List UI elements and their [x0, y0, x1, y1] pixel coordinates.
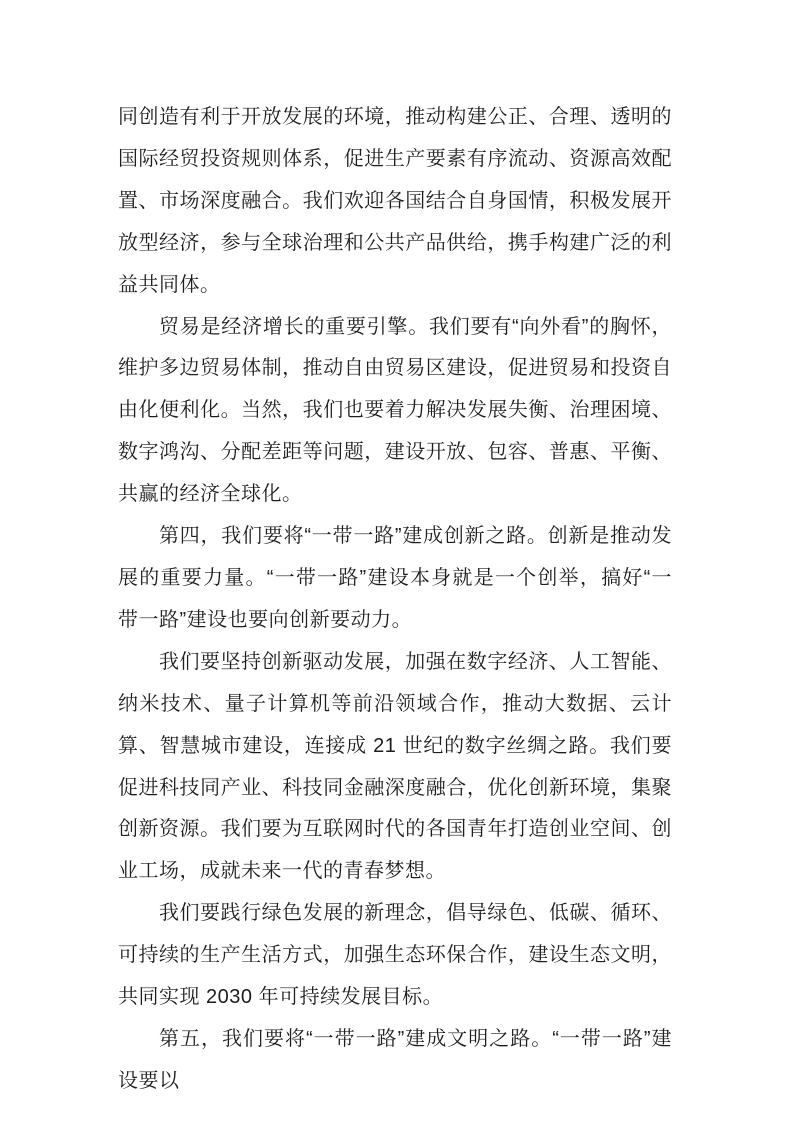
document-body: [118, 97, 672, 1103]
paragraph: 第五，我们要将“一带一路”建成文明之路。“一带一路”建设要以: [118, 1027, 672, 1092]
paragraph: 我们要坚持创新驱动发展，加强在数字经济、人工智能、纳米技术、量子计算机等前沿领域合作，推动大数据、云计算、智慧城市建设，连接成 21 世纪的数字丝绸之路。我们要促进科技同产业、科技同金融深度融合，优化创新环境，集聚创新资源。我们要为互联网时代的各国青年打造创业空间、创业工场，成就未来一代的青春梦想。: [118, 650, 672, 883]
paragraph: 贸易是经济增长的重要引擎。我们要有“向外看”的胸怀，维护多边贸易体制，推动自由贸易区建设，促进贸易和投资自由化便利化。当然，我们也要着力解决发展失衡、治理困境、数字鸿沟、分配差距等问题，建设开放、包容、普惠、平衡、共赢的经济全球化。: [118, 315, 672, 506]
paragraph: 同创造有利于开放发展的环境，推动构建公正、合理、透明的国际经贸投资规则体系，促进生产要素有序流动、资源高效配置、市场深度融合。我们欢迎各国结合自身国情，积极发展开放型经济，参与全球治理和公共产品供给，携手构建广泛的利益共同体。: [118, 106, 672, 296]
paragraph: 第四，我们要将“一带一路”建成创新之路。创新是推动发展的重要力量。“一带一路”建设本身就是一个创举，搞好“一带一路”建设也要向创新要动力。: [118, 525, 672, 631]
paragraph: 我们要践行绿色发展的新理念，倡导绿色、低碳、循环、可持续的生产生活方式，加强生态环保合作，建设生态文明，共同实现 2030 年可持续发展目标。: [118, 902, 672, 1009]
